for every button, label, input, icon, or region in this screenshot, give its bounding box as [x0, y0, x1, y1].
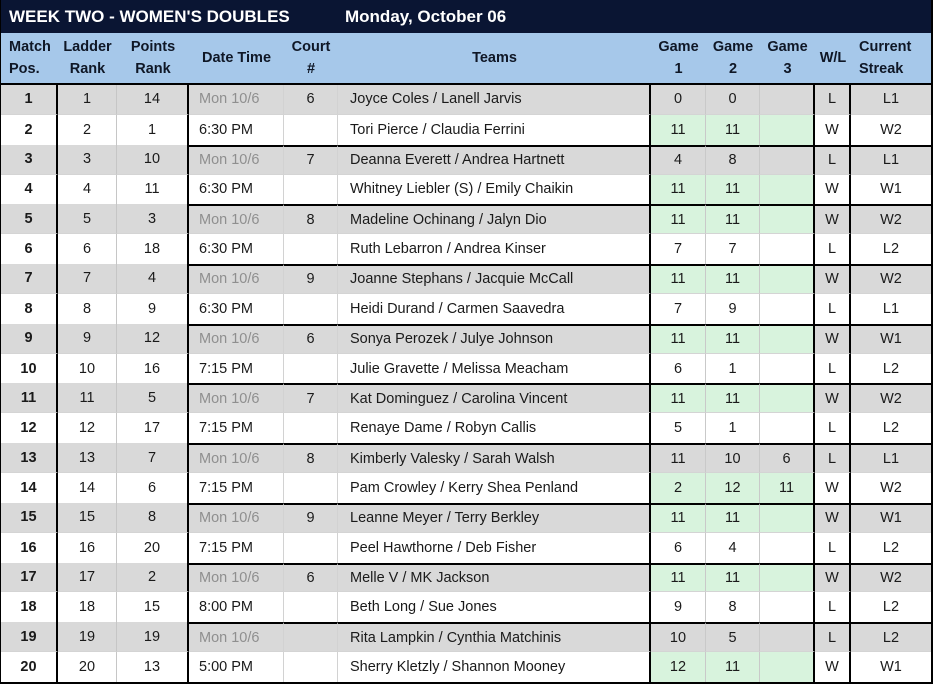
game1-cell: 2 — [651, 473, 706, 503]
ladder-rank-cell: 3 — [58, 145, 117, 175]
points-rank-cell: 2 — [117, 563, 189, 593]
court-cell: 6 — [284, 85, 338, 115]
court-cell: 8 — [284, 204, 338, 234]
game2-cell: 11 — [706, 175, 760, 205]
date-time-cell: 6:30 PM — [189, 234, 284, 264]
date-time-cell: 7:15 PM — [189, 473, 284, 503]
match-pos-cell: 14 — [1, 473, 58, 503]
wl-cell: W — [815, 503, 851, 533]
date-time-cell: Mon 10/6 — [189, 324, 284, 354]
match-pos-cell: 18 — [1, 592, 58, 622]
match-pos-cell: 20 — [1, 652, 58, 682]
points-rank-cell: 12 — [117, 324, 189, 354]
game3-cell — [760, 175, 815, 205]
game2-cell: 7 — [706, 234, 760, 264]
wl-cell: L — [815, 354, 851, 384]
game1-cell: 11 — [651, 115, 706, 145]
match-date-title: Monday, October 06 — [345, 6, 507, 26]
points-rank-cell: 16 — [117, 354, 189, 384]
streak-cell: L2 — [851, 234, 931, 264]
match-pos-cell: 12 — [1, 413, 58, 443]
streak-cell: L2 — [851, 592, 931, 622]
points-rank-cell: 17 — [117, 413, 189, 443]
teams-cell: Tori Pierce / Claudia Ferrini — [338, 115, 651, 145]
streak-cell: L1 — [851, 443, 931, 473]
match-pos-cell: 3 — [1, 145, 58, 175]
wl-cell: W — [815, 563, 851, 593]
game1-cell: 5 — [651, 413, 706, 443]
header-date-time: Date Time — [201, 50, 272, 66]
game1-cell: 9 — [651, 592, 706, 622]
ladder-rank-cell: 11 — [58, 383, 117, 413]
court-cell — [284, 622, 338, 652]
streak-cell: W2 — [851, 563, 931, 593]
points-rank-cell: 8 — [117, 503, 189, 533]
streak-cell: W1 — [851, 175, 931, 205]
date-time-cell: Mon 10/6 — [189, 622, 284, 652]
game2-cell: 11 — [706, 503, 760, 533]
points-rank-cell: 3 — [117, 204, 189, 234]
ladder-rank-cell: 8 — [58, 294, 117, 324]
game1-cell: 11 — [651, 175, 706, 205]
game3-cell — [760, 413, 815, 443]
teams-cell: Ruth Lebarron / Andrea Kinser — [338, 234, 651, 264]
streak-cell: W1 — [851, 652, 931, 682]
game1-cell: 11 — [651, 264, 706, 294]
points-rank-cell: 18 — [117, 234, 189, 264]
header-ladder-rank: Ladder Rank — [63, 39, 112, 77]
streak-cell: L2 — [851, 413, 931, 443]
ladder-rank-cell: 12 — [58, 413, 117, 443]
streak-cell: W2 — [851, 264, 931, 294]
match-pos-cell: 15 — [1, 503, 58, 533]
game2-cell: 1 — [706, 413, 760, 443]
court-cell — [284, 354, 338, 384]
date-time-cell: 7:15 PM — [189, 533, 284, 563]
game1-cell: 7 — [651, 234, 706, 264]
points-rank-cell: 13 — [117, 652, 189, 682]
streak-cell: W1 — [851, 324, 931, 354]
date-time-cell: Mon 10/6 — [189, 443, 284, 473]
match-pos-cell: 5 — [1, 204, 58, 234]
date-time-cell: Mon 10/6 — [189, 264, 284, 294]
ladder-rank-cell: 20 — [58, 652, 117, 682]
streak-cell: L2 — [851, 533, 931, 563]
ladder-rank-cell: 2 — [58, 115, 117, 145]
game3-cell — [760, 234, 815, 264]
wl-cell: W — [815, 204, 851, 234]
points-rank-cell: 6 — [117, 473, 189, 503]
ladder-rank-cell: 19 — [58, 622, 117, 652]
streak-cell: W2 — [851, 115, 931, 145]
game1-cell: 11 — [651, 563, 706, 593]
date-time-cell: 5:00 PM — [189, 652, 284, 682]
wl-cell: W — [815, 652, 851, 682]
ladder-rank-cell: 17 — [58, 563, 117, 593]
game2-cell: 11 — [706, 204, 760, 234]
streak-cell: W1 — [851, 503, 931, 533]
wl-cell: L — [815, 622, 851, 652]
teams-cell: Kimberly Valesky / Sarah Walsh — [338, 443, 651, 473]
game1-cell: 11 — [651, 383, 706, 413]
court-cell: 6 — [284, 324, 338, 354]
wl-cell: W — [815, 473, 851, 503]
match-pos-cell: 10 — [1, 354, 58, 384]
court-cell — [284, 592, 338, 622]
wl-cell: L — [815, 443, 851, 473]
points-rank-cell: 9 — [117, 294, 189, 324]
header-court: Court # — [291, 39, 331, 77]
court-cell — [284, 115, 338, 145]
header-points-rank: Points Rank — [130, 39, 176, 77]
court-cell: 7 — [284, 145, 338, 175]
points-rank-cell: 10 — [117, 145, 189, 175]
court-cell — [284, 533, 338, 563]
ladder-rank-cell: 18 — [58, 592, 117, 622]
court-cell: 8 — [284, 443, 338, 473]
ladder-rank-cell: 4 — [58, 175, 117, 205]
match-pos-cell: 17 — [1, 563, 58, 593]
streak-cell: W2 — [851, 204, 931, 234]
streak-cell: W2 — [851, 473, 931, 503]
game2-cell: 10 — [706, 443, 760, 473]
points-rank-cell: 4 — [117, 264, 189, 294]
teams-cell: Kat Dominguez / Carolina Vincent — [338, 383, 651, 413]
court-cell — [284, 234, 338, 264]
game3-cell — [760, 622, 815, 652]
teams-cell: Whitney Liebler (S) / Emily Chaikin — [338, 175, 651, 205]
points-rank-cell: 19 — [117, 622, 189, 652]
match-pos-cell: 19 — [1, 622, 58, 652]
game2-cell: 11 — [706, 264, 760, 294]
teams-cell: Renaye Dame / Robyn Callis — [338, 413, 651, 443]
game1-cell: 11 — [651, 443, 706, 473]
game1-cell: 7 — [651, 294, 706, 324]
match-pos-cell: 1 — [1, 85, 58, 115]
teams-cell: Pam Crowley / Kerry Shea Penland — [338, 473, 651, 503]
points-rank-cell: 20 — [117, 533, 189, 563]
wl-cell: L — [815, 413, 851, 443]
game3-cell — [760, 324, 815, 354]
teams-cell: Julie Gravette / Melissa Meacham — [338, 354, 651, 384]
court-cell — [284, 294, 338, 324]
teams-cell: Heidi Durand / Carmen Saavedra — [338, 294, 651, 324]
game3-cell — [760, 503, 815, 533]
streak-cell: L1 — [851, 294, 931, 324]
game2-cell: 11 — [706, 115, 760, 145]
date-time-cell: 8:00 PM — [189, 592, 284, 622]
court-cell — [284, 413, 338, 443]
ladder-rank-cell: 15 — [58, 503, 117, 533]
ladder-rank-cell: 5 — [58, 204, 117, 234]
header-current-streak: Current Streak — [859, 39, 912, 77]
teams-cell: Leanne Meyer / Terry Berkley — [338, 503, 651, 533]
game3-cell: 11 — [760, 473, 815, 503]
points-rank-cell: 1 — [117, 115, 189, 145]
date-time-cell: 7:15 PM — [189, 413, 284, 443]
header-match-pos: Match Pos. — [9, 39, 51, 77]
wl-cell: W — [815, 324, 851, 354]
match-pos-cell: 13 — [1, 443, 58, 473]
match-pos-cell: 11 — [1, 383, 58, 413]
streak-cell: L2 — [851, 622, 931, 652]
ladder-rank-cell: 1 — [58, 85, 117, 115]
game3-cell — [760, 115, 815, 145]
header-game3: Game 3 — [767, 39, 808, 77]
game2-cell: 11 — [706, 383, 760, 413]
date-time-cell: 7:15 PM — [189, 354, 284, 384]
teams-cell: Melle V / MK Jackson — [338, 563, 651, 593]
teams-cell: Sonya Perozek / Julye Johnson — [338, 324, 651, 354]
game2-cell: 1 — [706, 354, 760, 384]
match-pos-cell: 8 — [1, 294, 58, 324]
match-rows — [1, 85, 931, 682]
game1-cell: 6 — [651, 354, 706, 384]
date-time-cell: 6:30 PM — [189, 294, 284, 324]
game3-cell: 6 — [760, 443, 815, 473]
game2-cell: 5 — [706, 622, 760, 652]
game1-cell: 11 — [651, 503, 706, 533]
game2-cell: 0 — [706, 85, 760, 115]
header-teams: Teams — [472, 50, 517, 66]
teams-cell: Rita Lampkin / Cynthia Matchinis — [338, 622, 651, 652]
ladder-rank-cell: 14 — [58, 473, 117, 503]
game3-cell — [760, 533, 815, 563]
ladder-rank-cell: 7 — [58, 264, 117, 294]
streak-cell: L2 — [851, 354, 931, 384]
streak-cell: L1 — [851, 145, 931, 175]
teams-cell: Joyce Coles / Lanell Jarvis — [338, 85, 651, 115]
ladder-rank-cell: 13 — [58, 443, 117, 473]
game2-cell: 11 — [706, 324, 760, 354]
teams-cell: Madeline Ochinang / Jalyn Dio — [338, 204, 651, 234]
game3-cell — [760, 204, 815, 234]
game3-cell — [760, 354, 815, 384]
game3-cell — [760, 294, 815, 324]
date-time-cell: Mon 10/6 — [189, 145, 284, 175]
game3-cell — [760, 652, 815, 682]
column-header-row — [1, 33, 931, 85]
game3-cell — [760, 264, 815, 294]
game1-cell: 11 — [651, 324, 706, 354]
game2-cell: 11 — [706, 563, 760, 593]
game3-cell — [760, 592, 815, 622]
game3-cell — [760, 383, 815, 413]
wl-cell: L — [815, 294, 851, 324]
match-pos-cell: 7 — [1, 264, 58, 294]
ladder-rank-cell: 10 — [58, 354, 117, 384]
court-cell — [284, 175, 338, 205]
game3-cell — [760, 145, 815, 175]
header-game1: Game 1 — [658, 39, 699, 77]
court-cell — [284, 473, 338, 503]
header-wl: W/L — [819, 50, 847, 66]
game2-cell: 4 — [706, 533, 760, 563]
match-pos-cell: 6 — [1, 234, 58, 264]
date-time-cell: 6:30 PM — [189, 115, 284, 145]
wl-cell: W — [815, 383, 851, 413]
match-pos-cell: 9 — [1, 324, 58, 354]
date-time-cell: Mon 10/6 — [189, 204, 284, 234]
streak-cell: L1 — [851, 85, 931, 115]
page-title: WEEK TWO - WOMEN'S DOUBLES — [9, 6, 290, 26]
ladder-rank-cell: 16 — [58, 533, 117, 563]
wl-cell: W — [815, 115, 851, 145]
points-rank-cell: 15 — [117, 592, 189, 622]
game1-cell: 4 — [651, 145, 706, 175]
wl-cell: W — [815, 175, 851, 205]
date-time-cell: Mon 10/6 — [189, 85, 284, 115]
title-bar — [1, 0, 931, 33]
game1-cell: 0 — [651, 85, 706, 115]
game1-cell: 12 — [651, 652, 706, 682]
points-rank-cell: 5 — [117, 383, 189, 413]
court-cell: 7 — [284, 383, 338, 413]
game2-cell: 9 — [706, 294, 760, 324]
match-pos-cell: 4 — [1, 175, 58, 205]
wl-cell: L — [815, 145, 851, 175]
date-time-cell: 6:30 PM — [189, 175, 284, 205]
match-pos-cell: 16 — [1, 533, 58, 563]
game3-cell — [760, 85, 815, 115]
teams-cell: Peel Hawthorne / Deb Fisher — [338, 533, 651, 563]
ladder-rank-cell: 6 — [58, 234, 117, 264]
date-time-cell: Mon 10/6 — [189, 563, 284, 593]
match-pos-cell: 2 — [1, 115, 58, 145]
streak-cell: W2 — [851, 383, 931, 413]
points-rank-cell: 11 — [117, 175, 189, 205]
points-rank-cell: 14 — [117, 85, 189, 115]
court-cell: 9 — [284, 264, 338, 294]
game2-cell: 12 — [706, 473, 760, 503]
game1-cell: 6 — [651, 533, 706, 563]
date-time-cell: Mon 10/6 — [189, 383, 284, 413]
wl-cell: L — [815, 234, 851, 264]
court-cell: 6 — [284, 563, 338, 593]
game1-cell: 10 — [651, 622, 706, 652]
header-game2: Game 2 — [712, 39, 754, 77]
wl-cell: L — [815, 533, 851, 563]
teams-cell: Sherry Kletzly / Shannon Mooney — [338, 652, 651, 682]
court-cell: 9 — [284, 503, 338, 533]
teams-cell: Joanne Stephans / Jacquie McCall — [338, 264, 651, 294]
court-cell — [284, 652, 338, 682]
game3-cell — [760, 563, 815, 593]
date-time-cell: Mon 10/6 — [189, 503, 284, 533]
points-rank-cell: 7 — [117, 443, 189, 473]
ladder-rank-cell: 9 — [58, 324, 117, 354]
wl-cell: L — [815, 592, 851, 622]
game2-cell: 8 — [706, 145, 760, 175]
game2-cell: 8 — [706, 592, 760, 622]
wl-cell: L — [815, 85, 851, 115]
teams-cell: Deanna Everett / Andrea Hartnett — [338, 145, 651, 175]
teams-cell: Beth Long / Sue Jones — [338, 592, 651, 622]
wl-cell: W — [815, 264, 851, 294]
game2-cell: 11 — [706, 652, 760, 682]
game1-cell: 11 — [651, 204, 706, 234]
